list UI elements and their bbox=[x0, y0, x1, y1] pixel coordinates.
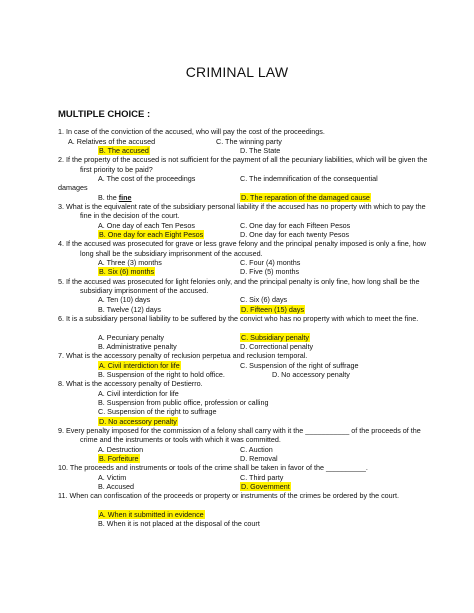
option-2b-fine: fine bbox=[118, 193, 132, 202]
option-10b: B. Accused bbox=[98, 482, 134, 491]
option-8d-answer: D. No accessory penalty bbox=[99, 417, 177, 426]
question-6: 6. It is a subsidiary personal liability to be suffered by the convict who has no property with which to meet the fine. bbox=[58, 314, 419, 323]
option-4d: D. Five (5) months bbox=[240, 267, 300, 276]
question-4-cont: long shall be the subsidiary imprisonment of the accused. bbox=[80, 249, 263, 258]
option-9c: C. Auction bbox=[240, 445, 273, 454]
question-5-cont: subsidiary imprisonment of the accused. bbox=[80, 286, 209, 295]
option-7a-answer: A. Civil interdiction for life bbox=[99, 361, 180, 370]
option-1d: D. The State bbox=[240, 146, 281, 155]
option-6a: A. Pecuniary penalty bbox=[98, 333, 164, 342]
question-1: 1. In case of the conviction of the accused, who will pay the cost of the proceedings. bbox=[58, 127, 325, 136]
option-10d-answer: D. Government bbox=[241, 482, 290, 491]
option-7c: C. Suspension of the right of suffrage bbox=[240, 361, 359, 370]
option-10a: A. Victim bbox=[98, 473, 127, 482]
option-2a: A. The cost of the proceedings bbox=[98, 174, 196, 183]
option-5b: B. Twelve (12) days bbox=[98, 305, 161, 314]
option-2c-cont: damages bbox=[58, 183, 88, 192]
option-6c-answer: C. Subsidiary penalty bbox=[241, 333, 309, 342]
option-7d: D. No accessory penalty bbox=[272, 370, 350, 379]
option-2c: C. The indemnification of the consequential bbox=[240, 174, 378, 183]
question-2: 2. If the property of the accused is not sufficient for the payment of all the pecuniary liabilities, which will be given the bbox=[58, 155, 428, 164]
question-11: 11. When can confiscation of the proceeds or property or instruments of the crimes be ordered by the court. bbox=[58, 491, 400, 500]
option-4a: A. Three (3) months bbox=[98, 258, 162, 267]
option-8c: C. Suspension of the right to suffrage bbox=[98, 407, 217, 416]
question-8: 8. What is the accessory penalty of Destierro. bbox=[58, 379, 203, 388]
option-8b: B. Suspension from public office, profession or calling bbox=[98, 398, 269, 407]
option-8a: A. Civil interdiction for life bbox=[98, 389, 179, 398]
option-3a: A. One day of each Ten Pesos bbox=[98, 221, 195, 230]
option-6b: B. Administrative penalty bbox=[98, 342, 177, 351]
question-2-cont: first priority to be paid? bbox=[80, 165, 153, 174]
section-heading: MULTIPLE CHOICE : bbox=[58, 109, 151, 120]
page-title: CRIMINAL LAW bbox=[185, 64, 289, 80]
option-7b: B. Suspension of the right to hold office. bbox=[98, 370, 225, 379]
option-9b-answer: B. Forfeiture bbox=[99, 454, 139, 463]
question-7: 7. What is the accessory penalty of reclusion perpetua and reclusion temporal. bbox=[58, 351, 308, 360]
question-5: 5. If the accused was prosecuted for light felonies only, and the principal penalty is only fine, how long shall be the bbox=[58, 277, 420, 286]
question-3: 3. What is the equivalent rate of the subsidiary personal liability if the accused has no property with which to pay the bbox=[58, 202, 426, 211]
option-6d: D. Correctional penalty bbox=[240, 342, 314, 351]
option-9a: A. Destruction bbox=[98, 445, 144, 454]
option-2d-answer: D. The reparation of the damaged cause bbox=[241, 193, 370, 202]
option-9d: D. Removal bbox=[240, 454, 278, 463]
option-11a-answer: A. When it submitted in evidence bbox=[99, 510, 204, 519]
option-4b-answer: B. Six (6) months bbox=[99, 267, 155, 276]
option-3d: D. One day for each twenty Pesos bbox=[240, 230, 350, 239]
option-5d-answer: D. Fifteen (15) days bbox=[241, 305, 305, 314]
question-4: 4. If the accused was prosecuted for grave or less grave felony and the principal penalty imposed is only a fine, how bbox=[58, 239, 426, 248]
option-2b-prefix: B. the bbox=[98, 193, 117, 202]
option-1a: A. Relatives of the accused bbox=[68, 137, 156, 146]
question-9-cont: crime and the instruments or tools with which it was committed. bbox=[80, 435, 281, 444]
option-5c: C. Six (6) days bbox=[240, 295, 288, 304]
option-11b: B. When it is not placed at the disposal of the court bbox=[98, 519, 260, 528]
option-1c: C. The winning party bbox=[216, 137, 282, 146]
question-9: 9. Every penalty imposed for the commission of a felony shall carry with it the ___________ of the proceeds of the bbox=[58, 426, 421, 435]
option-1b-answer: B. The accused bbox=[99, 146, 149, 155]
option-4c: C. Four (4) months bbox=[240, 258, 301, 267]
option-3c: C. One day for each Fifteen Pesos bbox=[240, 221, 351, 230]
option-3b-answer: B. One day for each Eight Pesos bbox=[99, 230, 204, 239]
option-10c: C. Third party bbox=[240, 473, 284, 482]
option-5a: A. Ten (10) days bbox=[98, 295, 151, 304]
question-10: 10. The proceeds and instruments or tools of the crime shall be taken in favor of the __________. bbox=[58, 463, 368, 472]
question-3-cont: fine in the decision of the court. bbox=[80, 211, 180, 220]
